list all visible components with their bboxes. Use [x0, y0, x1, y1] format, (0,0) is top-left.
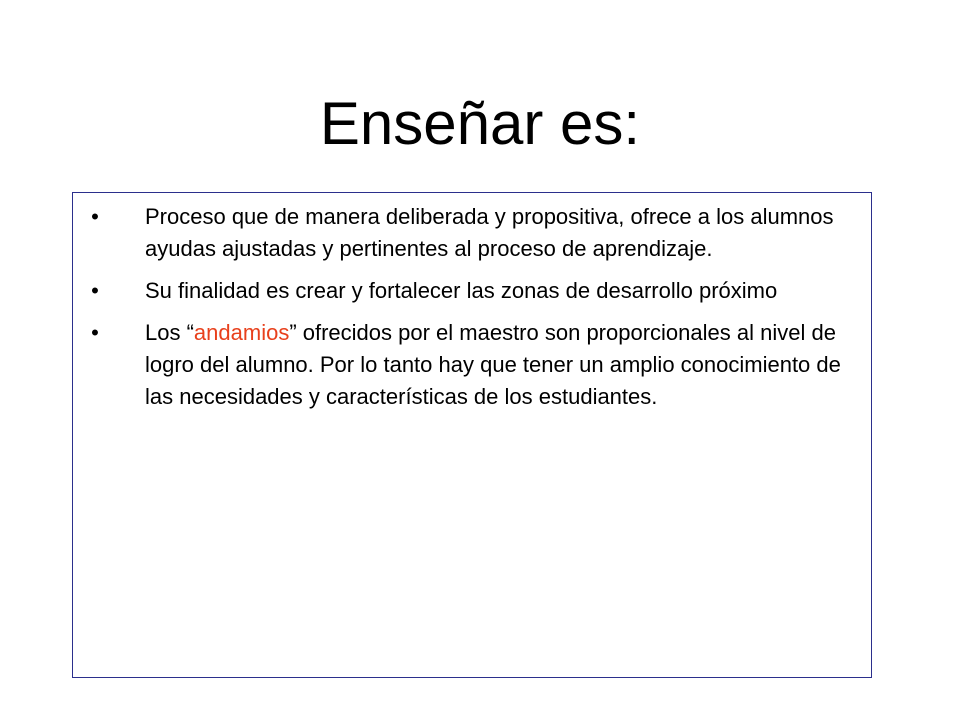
- bullet-text: Proceso que de manera deliberada y propositiva, ofrece a los alumnos ayudas ajustadas y pertinentes al proceso de aprendizaje.: [145, 204, 834, 261]
- slide-title: Enseñar es:: [319, 90, 641, 157]
- bullet-icon: •: [91, 278, 99, 303]
- highlighted-term: andamios: [193, 320, 290, 345]
- bullet-item-3: [73, 317, 871, 413]
- bullet-icon: •: [91, 204, 99, 229]
- bullet-icon: •: [91, 320, 99, 345]
- bullet-text-before: Los “: [145, 320, 194, 345]
- bullet-item-1: [73, 201, 871, 265]
- bullet-list: [73, 193, 871, 413]
- bullet-text-after: ” ofrecidos por el maestro son proporcionales al nivel de logro del alumno. Por lo tanto hay que tener un amplio conocimiento de las necesidades y características de los estudiantes.: [145, 320, 841, 409]
- content-box: [72, 192, 872, 678]
- bullet-text: Su finalidad es crear y fortalecer las zonas de desarrollo próximo: [145, 278, 778, 303]
- bullet-item-2: [73, 275, 871, 307]
